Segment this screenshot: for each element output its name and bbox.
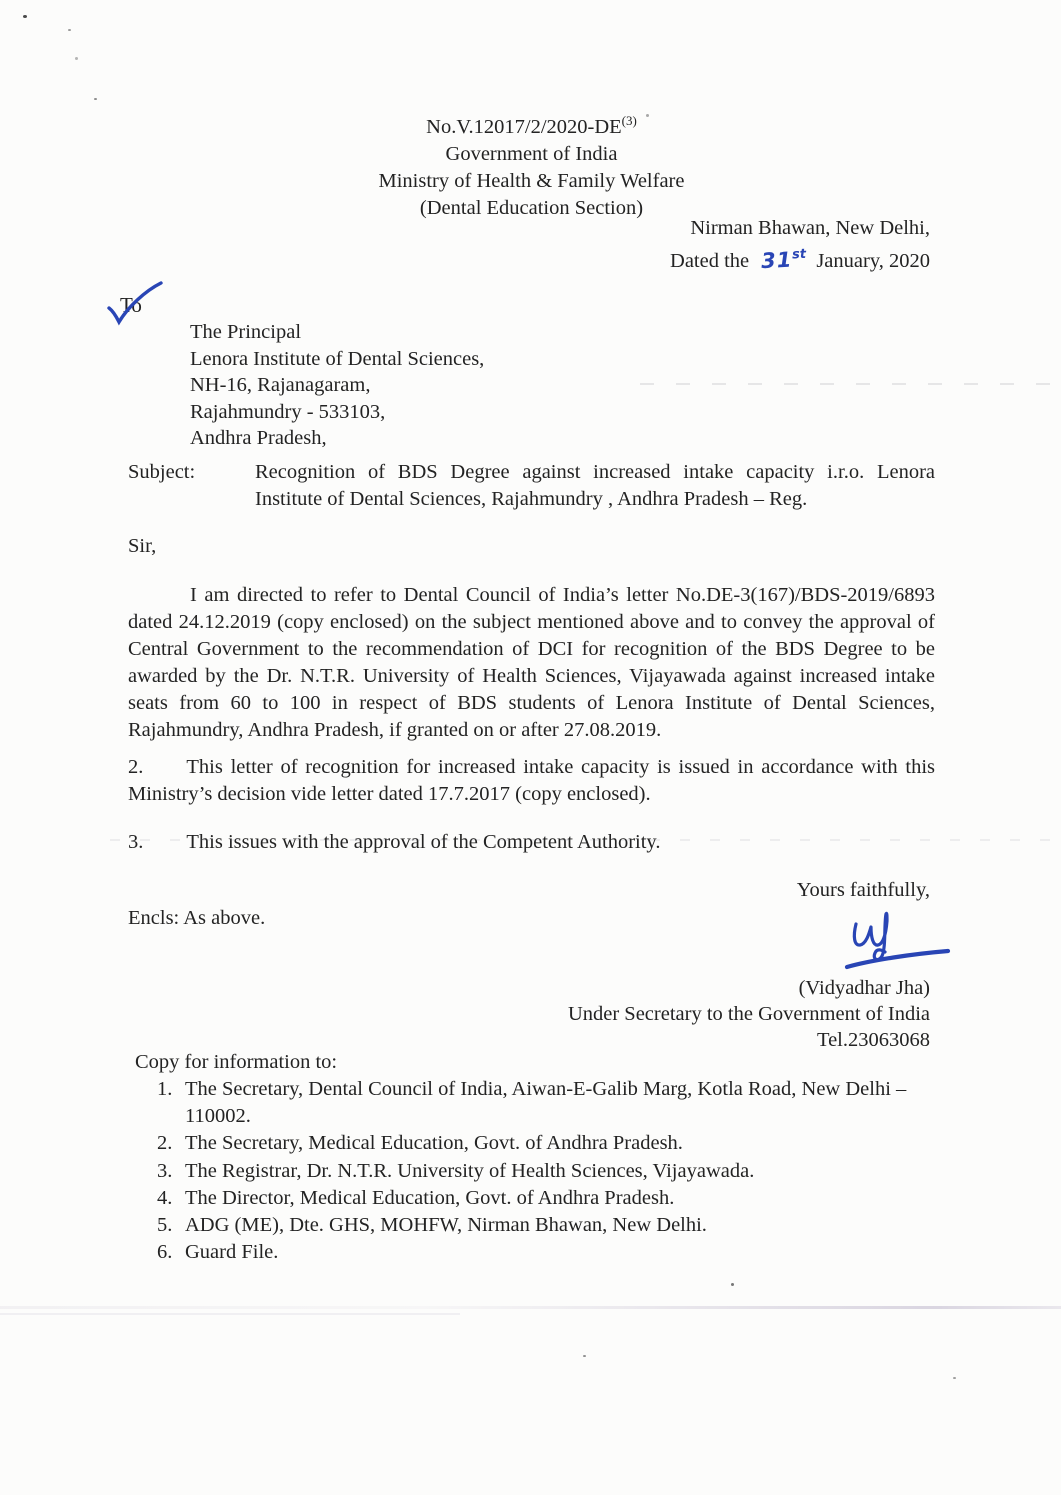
copy-list [157, 1076, 939, 1266]
place-line: Nirman Bhawan, New Delhi, [690, 217, 930, 239]
scan-speck [583, 1355, 586, 1357]
letterhead [128, 107, 935, 222]
scan-speck [953, 1377, 956, 1379]
subject-text: Recognition of BDS Degree against increased intake capacity i.r.o. Lenora Institute of Dental Sciences, Rajahmundry , Andhra Pradesh – Reg. [255, 461, 935, 510]
tick-mark-icon [104, 279, 166, 327]
reference-number-superscript: (3) [621, 113, 637, 128]
valediction: Yours faithfully, [796, 879, 930, 901]
scan-speck [646, 114, 649, 117]
body-paragraph-2: 2. This letter of recognition for increased intake capacity is issued in accordance with this Ministry’s decision vide letter dated 17.7.2017 (copy enclosed). [128, 756, 935, 805]
copy-list-item: 3. The Registrar, Dr. N.T.R. University of Health Sciences, Vijayawada. [157, 1159, 755, 1182]
reference-number: No.V.12017/2/2020-DE$^{(3)}$ [426, 113, 637, 138]
scan-speck [68, 29, 71, 31]
signatory-block [128, 975, 935, 1053]
body-paragraph-1: I am directed to refer to Dental Council of India’s letter No.DE-3(167)/BDS-2019/6893 dated 24.12.2019 (copy enclosed) on the subject mentioned above and to convey the approval of Central Government to the recommendation of DCI for recognition of the BDS Degree to be awarded by the Dr. N.T.R. University of Health Sciences, Vijayawada against increased intake seats from 60 to 100 in respect of BDS students of Lenora Institute of Dental Sciences, Rajahmundry, Andhra Pradesh, if granted on or after 27.08.2019. [128, 584, 935, 741]
paragraph-number: 2. [128, 756, 144, 778]
scan-speck [75, 57, 78, 60]
date-block [128, 215, 935, 275]
enclosure-note: Encls: As above. [128, 907, 266, 929]
copy-list-item: 4. The Director, Medical Education, Govt. of Andhra Pradesh. [157, 1186, 675, 1209]
address-line: Rajahmundry - 533103, [190, 400, 386, 423]
scan-artifact-streak [0, 1313, 460, 1315]
handwritten-date-day: 31st [760, 246, 807, 274]
salutation: Sir, [128, 535, 157, 557]
signatory-title: Under Secretary to the Government of India [567, 1003, 930, 1025]
date-line: Dated the 31st January, 2020 [128, 242, 930, 275]
org-name: Government of India [445, 142, 618, 165]
body-paragraph-3: 3. This issues with the approval of the Competent Authority. [128, 831, 661, 853]
subject-label: Subject: [128, 461, 196, 483]
address-line: NH-16, Rajanagaram, [190, 374, 371, 396]
scan-speck [94, 98, 97, 100]
paragraph-number: 3. [128, 831, 144, 853]
copy-list-item: 6. Guard File. [157, 1241, 279, 1264]
subject-row [128, 459, 935, 513]
copy-list-item: 2. The Secretary, Medical Education, Govt. of Andhra Pradesh. [157, 1132, 683, 1155]
scan-artifact-streak [640, 383, 1060, 385]
section-name: (Dental Education Section) [419, 196, 644, 219]
ministry-name: Ministry of Health & Family Welfare [378, 169, 685, 192]
to-label: To [120, 293, 142, 317]
signatory-tel: Tel.23063068 [816, 1029, 930, 1051]
scan-speck [731, 1283, 734, 1286]
address-line: Andhra Pradesh, [190, 427, 327, 449]
signatory-name: (Vidyadhar Jha) [798, 977, 930, 999]
signature-scribble-icon [842, 906, 954, 970]
scan-speck [23, 15, 27, 18]
scan-artifact-streak [0, 1306, 1061, 1309]
address-line: Lenora Institute of Dental Sciences, [190, 347, 485, 370]
recipient-address [190, 319, 484, 452]
copy-list-item: 1. The Secretary, Dental Council of India, Aiwan-E-Galib Marg, Kotla Road, New Delhi – 110002. [157, 1078, 907, 1128]
address-line: The Principal [190, 321, 302, 343]
copy-list-header: Copy for information to: [135, 1051, 338, 1073]
copy-list-item: 5. ADG (ME), Dte. GHS, MOHFW, Nirman Bhawan, New Delhi. [157, 1214, 707, 1237]
